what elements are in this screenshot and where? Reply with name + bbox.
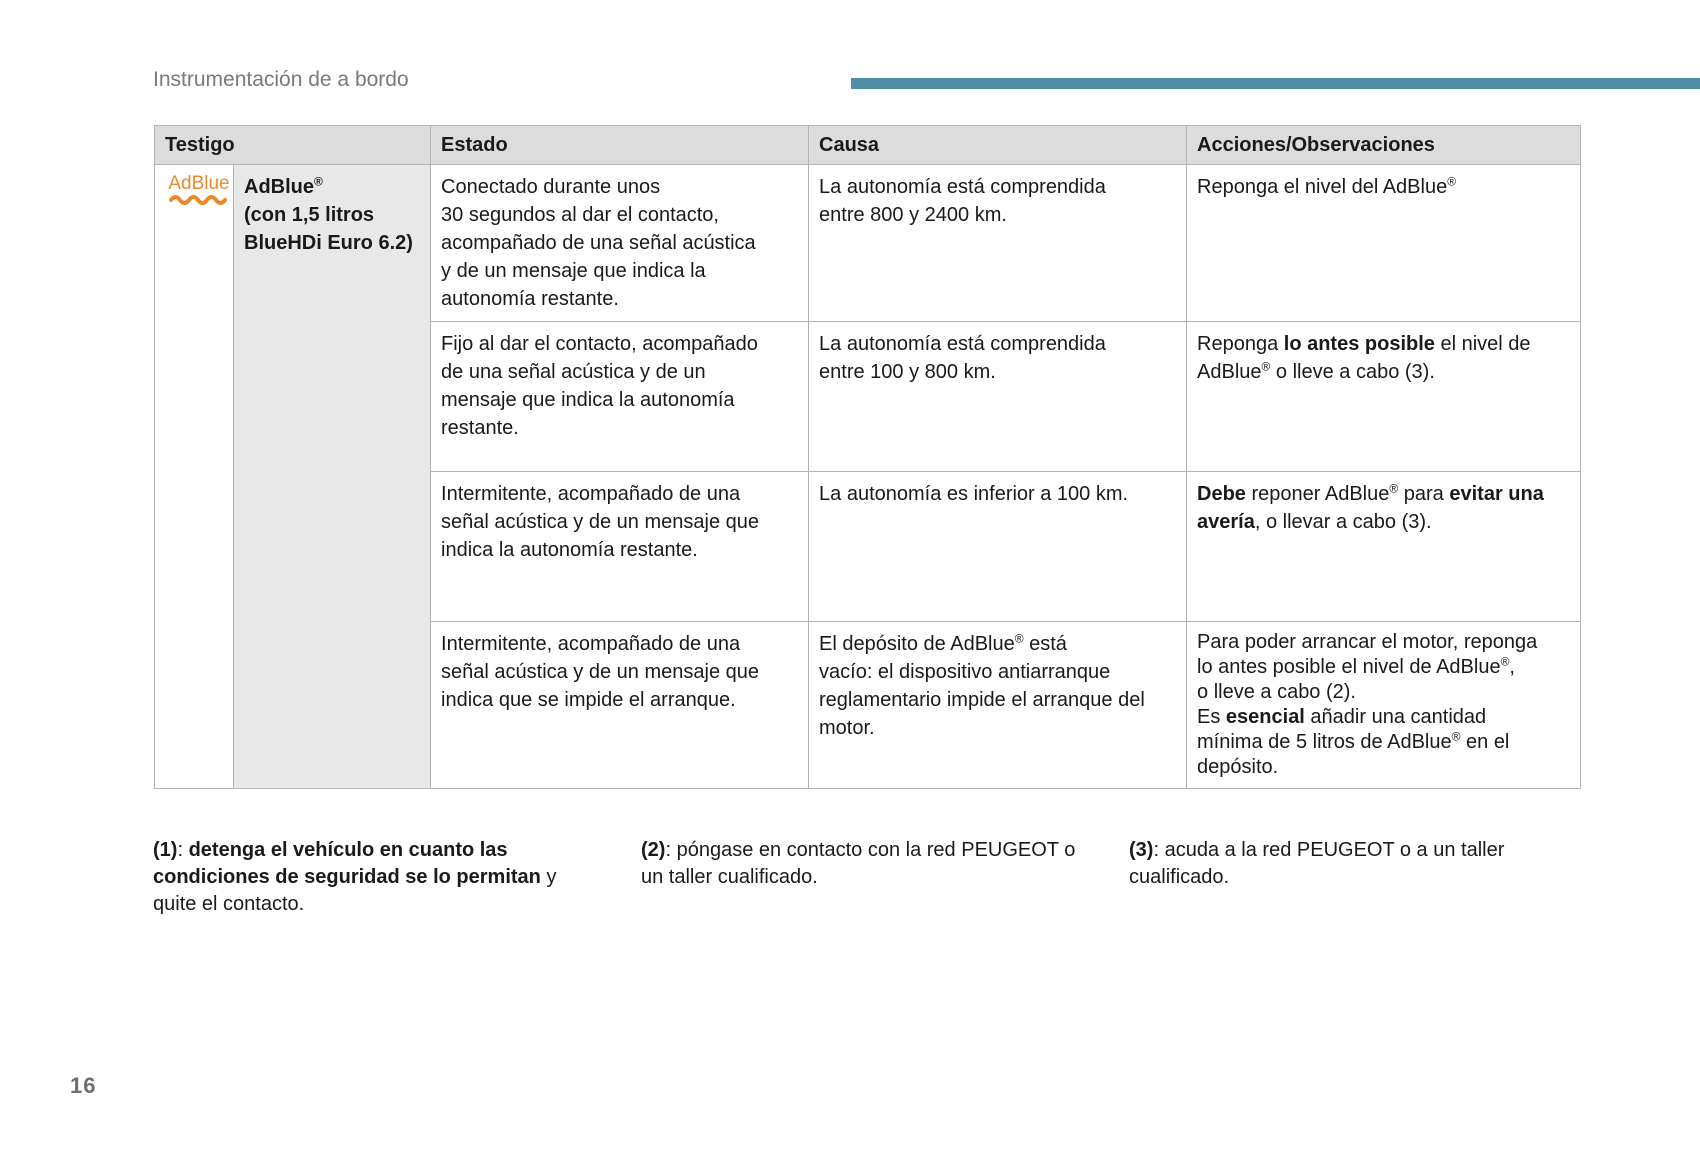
footnote-1: (1): detenga el vehículo en cuanto las condiciones de seguridad se lo permitan y quite el contacto. xyxy=(153,839,557,915)
indicator-name-line2: (con 1,5 litros xyxy=(244,204,375,226)
table-header-row xyxy=(155,126,1581,165)
column-header-testigo: Testigo xyxy=(155,126,431,165)
column-header-acciones: Acciones/Observaciones xyxy=(1187,126,1581,165)
indicator-icon-cell xyxy=(155,165,234,789)
indicator-name: AdBlue® xyxy=(244,174,323,198)
causa-cell: La autonomía es inferior a 100 km. xyxy=(809,472,1187,622)
indicator-table xyxy=(154,125,1581,789)
indicator-name-cell xyxy=(234,165,431,789)
section-title: Instrumentación de a bordo xyxy=(153,68,409,91)
causa-cell: El depósito de AdBlue® está vacío: el dispositivo antiarranque reglamentario impide el arranque del motor. xyxy=(809,622,1187,789)
accion-cell: Debe reponer AdBlue® para evitar una avería, o llevar a cabo (3). xyxy=(1187,472,1581,622)
footnote-3: (3): acuda a la red PEUGEOT o a un taller cualificado. xyxy=(1129,839,1505,888)
footnote-2: (2): póngase en contacto con la red PEUGEOT o un taller cualificado. xyxy=(641,839,1076,888)
column-header-estado: Estado xyxy=(431,126,809,165)
indicator-name-line3: BlueHDi Euro 6.2) xyxy=(244,232,413,254)
estado-cell: Intermitente, acompañado de una señal acústica y de un mensaje que indica que se impide el arranque. xyxy=(431,622,809,789)
header-accent-bar xyxy=(851,78,1700,89)
accion-cell: Reponga lo antes posible el nivel de AdBlue® o lleve a cabo (3). xyxy=(1187,322,1581,472)
causa-cell: La autonomía está comprendida entre 800 y 2400 km. xyxy=(809,165,1187,322)
estado-cell: Intermitente, acompañado de una señal acústica y de un mensaje que indica la autonomía restante. xyxy=(431,472,809,622)
estado-cell: Conectado durante unos 30 segundos al dar el contacto, acompañado de una señal acústica y de un mensaje que indica la autonomía restante. xyxy=(431,165,809,322)
column-header-causa: Causa xyxy=(809,126,1187,165)
table-row xyxy=(155,165,1581,322)
adblue-icon-label: AdBlue xyxy=(168,173,230,194)
accion-cell: Para poder arrancar el motor, reponga lo antes posible el nivel de AdBlue®, o lleve a cabo (2). Es esencial añadir una cantidad mínima de 5 litros de AdBlue® en el depósito. xyxy=(1187,622,1581,789)
accion-cell: Reponga el nivel del AdBlue® xyxy=(1187,165,1581,322)
causa-cell: La autonomía está comprendida entre 100 y 800 km. xyxy=(809,322,1187,472)
estado-cell: Fijo al dar el contacto, acompañado de una señal acústica y de un mensaje que indica la autonomía restante. xyxy=(431,322,809,472)
page-number: 16 xyxy=(70,1073,97,1098)
adblue-warning-icon xyxy=(165,173,233,207)
